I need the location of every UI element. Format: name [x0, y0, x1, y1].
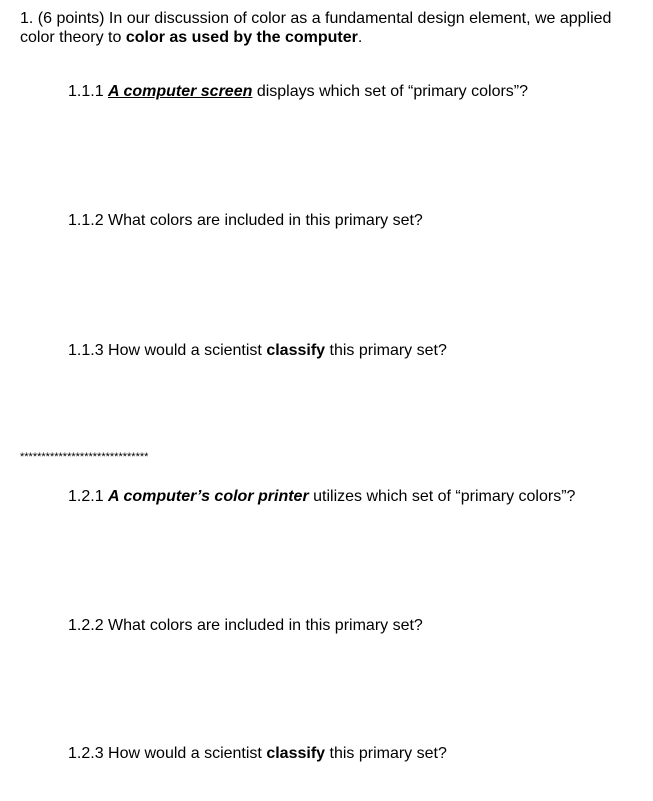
question-text: 1.2.3 How would a scientist — [68, 745, 267, 762]
question-1-1-1 — [68, 82, 528, 101]
question-bold-text: classify — [266, 745, 326, 762]
question-1-2-1 — [68, 487, 575, 506]
question-suffix: this primary set? — [325, 745, 447, 762]
question-text: displays which set of “primary colors”? — [252, 83, 529, 100]
question-emphasis: A computer’s color printer — [108, 488, 309, 505]
question-text: utilizes which set of “primary colors”? — [308, 488, 576, 505]
question-number: 1.2.1 — [68, 488, 109, 505]
question-1-2-3 — [68, 744, 447, 763]
question-text: 1.1.2 What colors are included in this primary set? — [68, 212, 423, 229]
question-suffix: this primary set? — [325, 342, 447, 359]
question-bold-text: classify — [266, 342, 326, 359]
question-1-1-3 — [68, 341, 447, 360]
intro-suffix: . — [357, 29, 363, 46]
question-text: 1.1.3 How would a scientist — [68, 342, 267, 359]
question-emphasis: A computer screen — [108, 83, 253, 100]
question-number: 1.1.1 — [68, 83, 109, 100]
question-1-1-2 — [68, 211, 423, 230]
question-intro — [20, 9, 640, 47]
separator-stars: ****************************** — [20, 451, 149, 463]
intro-text: 1. (6 points) In our discussion of color as a fundamental design element, we applied color theory to — [20, 10, 612, 46]
intro-bold-text: color as used by the computer — [125, 29, 358, 46]
question-text: 1.2.2 What colors are included in this primary set? — [68, 617, 423, 634]
question-1-2-2 — [68, 616, 423, 635]
